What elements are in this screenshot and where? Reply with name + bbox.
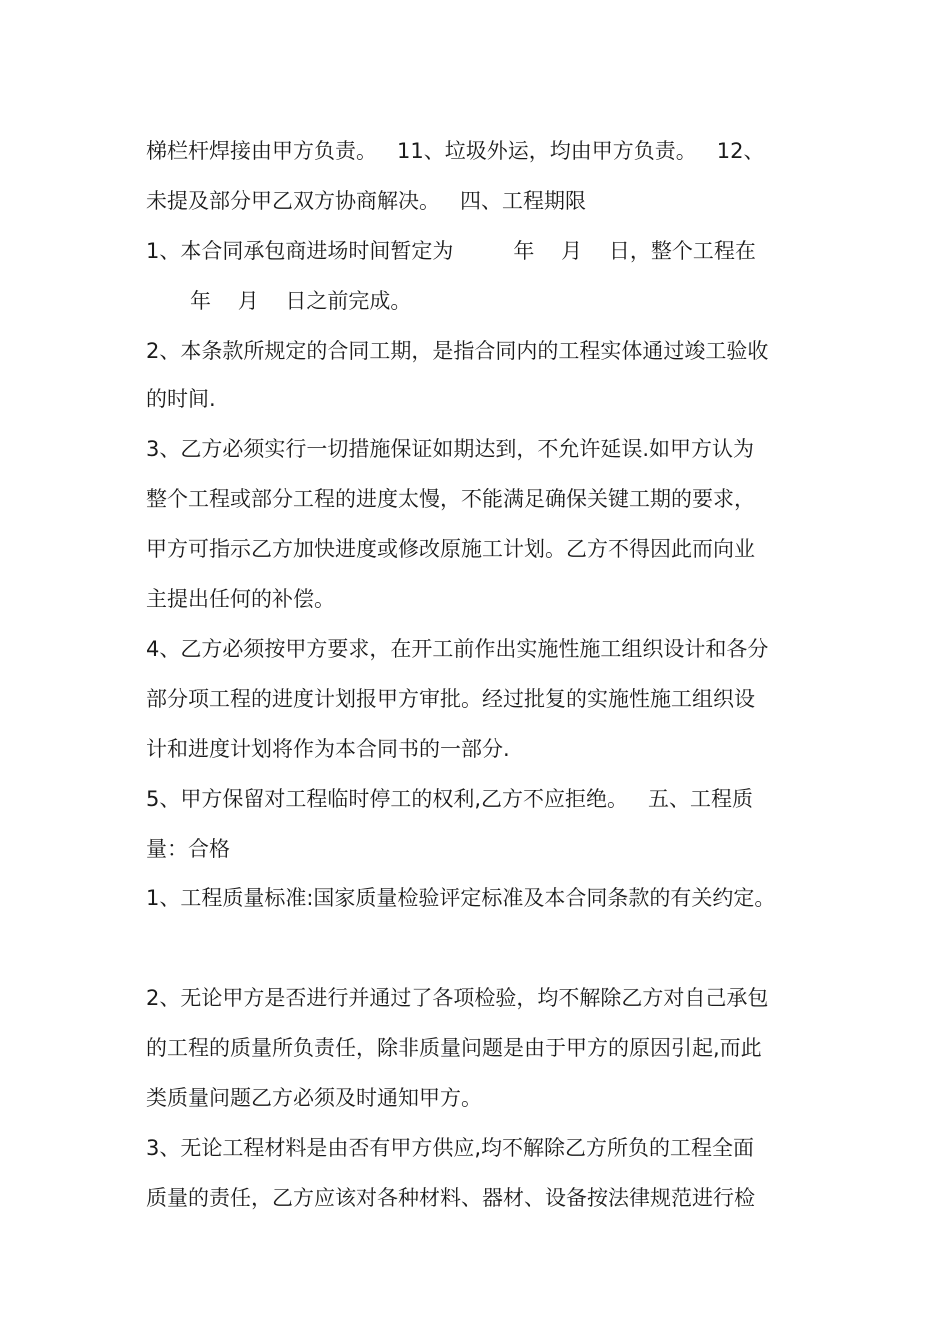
text-line: 整个工程或部分工程的进度太慢，不能满足确保关键工期的要求， (146, 487, 755, 511)
text-line: 部分项工程的进度计划报甲方审批。经过批复的实施性施工组织设 (146, 687, 755, 711)
text-line: 1、本合同承包商进场时间暂定为 年 月 日，整个工程在 (146, 239, 756, 263)
text-line: 2、本条款所规定的合同工期，是指合同内的工程实体通过竣工验收 (146, 339, 769, 363)
text-line: 梯栏杆焊接由甲方负责。 11、垃圾外运，均由甲方负责。 12、 (146, 139, 765, 163)
text-line: 4、乙方必须按甲方要求，在开工前作出实施性施工组织设计和各分 (146, 637, 769, 661)
text-line: 年 月 日之前完成。 (190, 289, 412, 313)
text-line: 5、甲方保留对工程临时停工的权利,乙方不应拒绝。 五、工程质 (146, 787, 754, 811)
text-line: 类质量问题乙方必须及时通知甲方。 (146, 1086, 482, 1110)
text-line: 3、无论工程材料是由否有甲方供应,均不解除乙方所负的工程全面 (146, 1136, 755, 1160)
text-line: 主提出任何的补偿。 (146, 587, 335, 611)
text-line: 计和进度计划将作为本合同书的一部分. (146, 737, 510, 761)
text-line: 的工程的质量所负责任，除非质量问题是由于甲方的原因引起,而此 (146, 1036, 762, 1060)
text-line: 3、乙方必须实行一切措施保证如期达到，不允许延误.如甲方认为 (146, 437, 755, 461)
text-line: 2、无论甲方是否进行并通过了各项检验，均不解除乙方对自己承包 (146, 986, 769, 1010)
text-line: 1、工程质量标准:国家质量检验评定标准及本合同条款的有关约定。 (146, 886, 776, 910)
text-line: 甲方可指示乙方加快进度或修改原施工计划。乙方不得因此而向业 (146, 537, 755, 561)
text-line: 未提及部分甲乙双方协商解决。 四、工程期限 (146, 189, 587, 213)
text-line: 质量的责任，乙方应该对各种材料、器材、设备按法律规范进行检 (146, 1186, 755, 1210)
text-line: 量：合格 (146, 837, 230, 861)
text-line: 的时间. (146, 387, 216, 411)
